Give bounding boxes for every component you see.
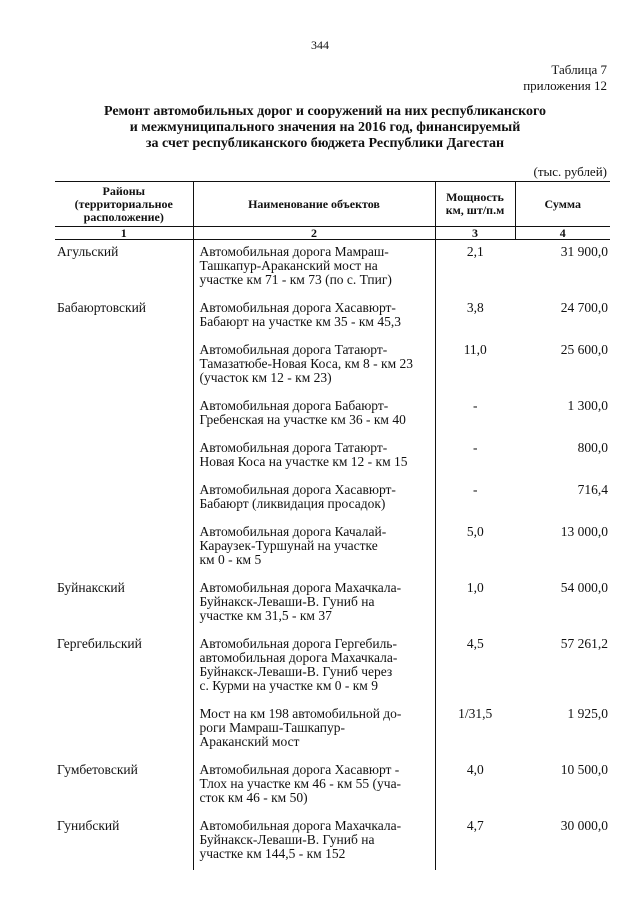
spacer-cell (193, 329, 435, 338)
column-number: 1 (55, 227, 193, 240)
object-line: Автомобильная дорога Хасавюрт- (199, 482, 396, 497)
row-spacer (55, 623, 610, 632)
object-cell (193, 240, 435, 288)
spacer-cell (515, 693, 610, 702)
spacer-cell (193, 427, 435, 436)
object-cell (193, 478, 435, 511)
spacer-cell (55, 469, 193, 478)
district-cell: Гумбетовский (57, 762, 138, 777)
spacer-cell (55, 511, 193, 520)
spacer-cell (193, 861, 435, 870)
object-cell (193, 394, 435, 427)
row-spacer (55, 287, 610, 296)
spacer-cell (193, 511, 435, 520)
district-cell: Гергебильский (57, 636, 142, 651)
table-row (55, 436, 610, 469)
object-line: участке км 71 - км 73 (по с. Тпиг) (199, 272, 392, 287)
capacity-cell: - (473, 398, 478, 413)
district-cell (55, 702, 193, 749)
title-line: и межмуниципального значения на 2016 год, финансируемый (129, 120, 521, 135)
table-reference (523, 62, 607, 94)
object-line: км 0 - км 5 (199, 552, 262, 567)
spacer-cell (435, 805, 515, 814)
title-line: за счет республиканского бюджета Республики Дагестан (145, 136, 505, 151)
capacity-cell: 4,7 (466, 818, 484, 833)
sum-cell: 57 261,2 (560, 636, 608, 651)
object-line: Автомобильная дорога Махачкала- (199, 580, 402, 595)
capacity-cell: 2,1 (466, 244, 484, 259)
row-spacer (55, 511, 610, 520)
spacer-cell (515, 385, 610, 394)
sum-cell: 30 000,0 (560, 818, 608, 833)
sum-cell: 31 900,0 (560, 244, 608, 259)
spacer-cell (55, 567, 193, 576)
spacer-cell (193, 623, 435, 632)
spacer-cell (515, 749, 610, 758)
spacer-cell (193, 287, 435, 296)
roads-table (55, 181, 610, 870)
header-text: (территориальное (74, 196, 173, 211)
spacer-cell (515, 861, 610, 870)
spacer-cell (515, 805, 610, 814)
district-cell (55, 436, 193, 469)
header-text: км, шт/п.м (445, 203, 505, 217)
spacer-cell (55, 693, 193, 702)
capacity-cell: 1/31,5 (458, 706, 493, 721)
spacer-cell (435, 567, 515, 576)
object-line: Ташкапур-Араканский мост на (199, 258, 378, 273)
spacer-cell (435, 427, 515, 436)
sum-cell: 25 600,0 (560, 342, 608, 357)
object-cell (193, 702, 435, 749)
spacer-cell (55, 427, 193, 436)
table-row (55, 296, 610, 329)
spacer-cell (515, 287, 610, 296)
district-cell (55, 338, 193, 385)
object-line: Бабаюрт (ликвидация просадок) (199, 496, 386, 511)
district-cell (55, 520, 193, 567)
row-spacer (55, 861, 610, 870)
row-spacer (55, 805, 610, 814)
header-text: Мощность (446, 190, 504, 204)
table-body (55, 240, 610, 871)
capacity-cell: 4,5 (466, 636, 484, 651)
capacity-cell: 3,8 (466, 300, 484, 315)
object-line: Мост на км 198 автомобильной до- (199, 706, 402, 721)
page-number: 344 (311, 38, 329, 52)
units-note: (тыс. рублей) (533, 164, 607, 179)
table-row (55, 240, 610, 288)
header-text: Районы (102, 183, 146, 198)
spacer-cell (55, 749, 193, 758)
district-cell: Агульский (57, 244, 119, 259)
object-line: Тлох на участке км 46 - км 55 (уча- (199, 776, 402, 791)
object-line: участке км 31,5 - км 37 (199, 608, 332, 623)
spacer-cell (435, 469, 515, 478)
table-number: Таблица 7 (551, 62, 607, 77)
sum-cell: 800,0 (577, 440, 608, 455)
district-cell: Бабаюртовский (57, 300, 147, 315)
object-line: Тамазатюбе-Новая Коса, км 8 - км 23 (199, 356, 414, 371)
row-spacer (55, 567, 610, 576)
spacer-cell (515, 329, 610, 338)
object-line: Автомобильная дорога Татаюрт- (199, 342, 388, 357)
capacity-cell: 5,0 (466, 524, 484, 539)
header-object: Наименование объектов (193, 182, 435, 227)
row-spacer (55, 749, 610, 758)
table-row (55, 576, 610, 623)
object-line: Автомобильная дорога Татаюрт- (199, 440, 388, 455)
district-cell (55, 394, 193, 427)
spacer-cell (515, 427, 610, 436)
sum-cell: 54 000,0 (560, 580, 608, 595)
object-line: Автомобильная дорога Хасавюрт- (199, 300, 396, 315)
object-line: Автомобильная дорога Махачкала- (199, 818, 402, 833)
spacer-cell (435, 287, 515, 296)
column-number: 4 (515, 227, 610, 240)
object-line: Автомобильная дорога Мамраш- (199, 244, 389, 259)
roads-table-container (55, 181, 610, 870)
header-districts (55, 182, 193, 227)
object-line: участке км 144,5 - км 152 (199, 846, 346, 861)
capacity-cell: 1,0 (466, 580, 484, 595)
row-spacer (55, 469, 610, 478)
object-line: Автомобильная дорога Качалай- (199, 524, 387, 539)
column-number: 3 (435, 227, 515, 240)
spacer-cell (55, 805, 193, 814)
column-number-row (55, 227, 610, 240)
object-cell (193, 576, 435, 623)
sum-cell: 1 925,0 (567, 706, 608, 721)
spacer-cell (435, 329, 515, 338)
spacer-cell (193, 805, 435, 814)
capacity-cell: - (473, 440, 478, 455)
object-line: Караузек-Туршунай на участке (199, 538, 378, 553)
header-text: расположение) (83, 209, 164, 224)
spacer-cell (193, 469, 435, 478)
spacer-cell (193, 693, 435, 702)
object-line: сток км 46 - км 50) (199, 790, 308, 805)
title-line: Ремонт автомобильных дорог и сооружений на них республиканского (103, 104, 547, 119)
table-row (55, 478, 610, 511)
district-cell: Буйнакский (57, 580, 125, 595)
object-line: Буйнакск-Леваши-В. Гуниб на (199, 594, 375, 609)
object-line: Буйнакск-Леваши-В. Гуниб через (199, 664, 393, 679)
capacity-cell: 11,0 (463, 342, 487, 357)
table-row (55, 632, 610, 693)
capacity-cell: 4,0 (466, 762, 484, 777)
spacer-cell (55, 861, 193, 870)
object-line: (участок км 12 - км 23) (199, 370, 332, 385)
row-spacer (55, 329, 610, 338)
spacer-cell (435, 693, 515, 702)
row-spacer (55, 385, 610, 394)
table-row (55, 814, 610, 861)
object-line: Автомобильная дорога Гергебиль- (199, 636, 397, 651)
sum-cell: 716,4 (577, 482, 608, 497)
spacer-cell (435, 511, 515, 520)
object-line: автомобильная дорога Махачкала- (199, 650, 398, 665)
spacer-cell (515, 469, 610, 478)
table-row (55, 394, 610, 427)
object-line: Буйнакск-Леваши-В. Гуниб на (199, 832, 375, 847)
table-row (55, 520, 610, 567)
table-header-row (55, 182, 610, 227)
district-cell: Гунибский (57, 818, 120, 833)
object-line: Араканский мост (199, 734, 300, 749)
spacer-cell (193, 749, 435, 758)
object-line: Новая Коса на участке км 12 - км 15 (199, 454, 408, 469)
object-cell (193, 436, 435, 469)
sum-cell: 10 500,0 (560, 762, 608, 777)
spacer-cell (435, 749, 515, 758)
object-cell (193, 338, 435, 385)
object-cell (193, 632, 435, 693)
spacer-cell (435, 623, 515, 632)
column-number: 2 (193, 227, 435, 240)
object-cell (193, 296, 435, 329)
spacer-cell (193, 385, 435, 394)
document-title (40, 104, 610, 152)
spacer-cell (193, 567, 435, 576)
object-line: с. Курми на участке км 0 - км 9 (199, 678, 378, 693)
row-spacer (55, 693, 610, 702)
spacer-cell (435, 385, 515, 394)
capacity-cell: - (473, 482, 478, 497)
header-capacity (435, 182, 515, 227)
spacer-cell (435, 861, 515, 870)
object-cell (193, 814, 435, 861)
spacer-cell (515, 567, 610, 576)
appendix-number: приложения 12 (523, 78, 607, 93)
row-spacer (55, 427, 610, 436)
spacer-cell (515, 623, 610, 632)
spacer-cell (55, 287, 193, 296)
spacer-cell (55, 385, 193, 394)
sum-cell: 13 000,0 (560, 524, 608, 539)
header-sum: Сумма (515, 182, 610, 227)
table-row (55, 702, 610, 749)
object-line: Гребенская на участке км 36 - км 40 (199, 412, 406, 427)
table-row (55, 338, 610, 385)
district-cell (55, 478, 193, 511)
spacer-cell (515, 511, 610, 520)
sum-cell: 24 700,0 (560, 300, 608, 315)
object-line: Бабаюрт на участке км 35 - км 45,3 (199, 314, 401, 329)
object-line: Автомобильная дорога Бабаюрт- (199, 398, 389, 413)
object-line: Автомобильная дорога Хасавюрт - (199, 762, 400, 777)
table-row (55, 758, 610, 805)
object-cell (193, 520, 435, 567)
sum-cell: 1 300,0 (567, 398, 608, 413)
spacer-cell (55, 329, 193, 338)
object-cell (193, 758, 435, 805)
object-line: роги Мамраш-Ташкапур- (199, 720, 345, 735)
spacer-cell (55, 623, 193, 632)
